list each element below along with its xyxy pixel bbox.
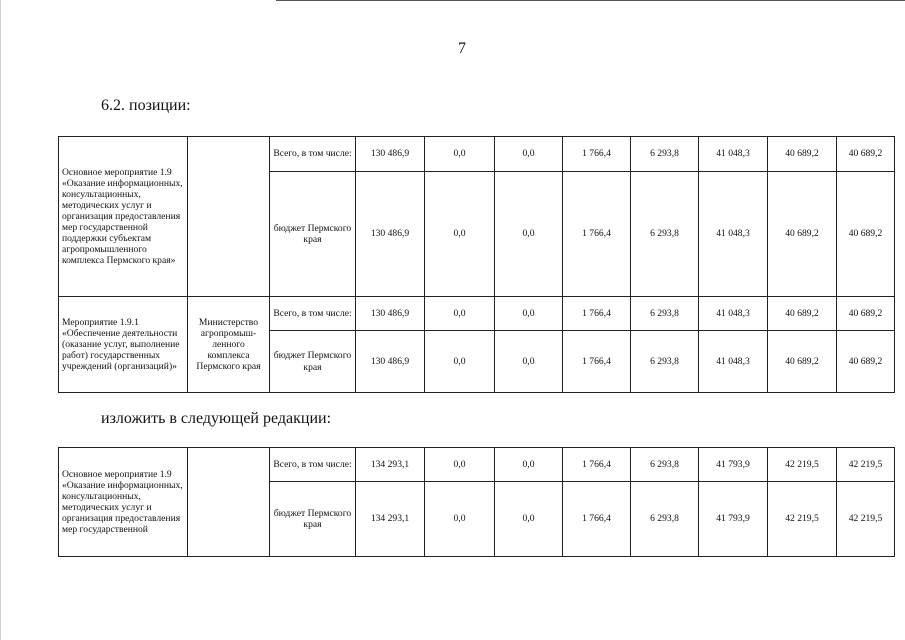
activity-name-cell: Мероприятие 1.9.1 «Обеспечение деятельности (оказание услуг, выполнение работ) государственных учреждений (организаций)» [59,297,188,393]
value-cell: 0,0 [425,137,495,172]
value-cell: 0,0 [425,331,495,393]
value-cell: 41 048,3 [699,172,768,297]
value-cell: 0,0 [495,172,563,297]
funding-source-cell: Всего, в том числе: [270,448,356,482]
value-cell: 6 293,8 [631,331,699,393]
value-cell: 6 293,8 [631,297,699,331]
value-cell: 0,0 [425,172,495,297]
executor-cell: Министерство агропромыш- ленного комплекса Пермского края [188,297,270,393]
funding-source-cell: бюджет Пермского края [270,482,356,557]
value-cell: 0,0 [495,482,563,557]
executor-cell [188,137,270,297]
value-cell: 130 486,9 [356,172,425,297]
top-rule [276,0,905,1]
value-cell: 41 048,3 [699,297,768,331]
funding-source-cell: Всего, в том числе: [270,297,356,331]
value-cell: 1 766,4 [563,448,631,482]
value-cell: 6 293,8 [631,448,699,482]
activity-name-cell: Основное мероприятие 1.9 «Оказание информационных, консультационных, методических услуг и организация предоставления мер государственной поддержки субъектам агропромышленного комплекса Пермского края» [59,137,188,297]
value-cell: 0,0 [425,482,495,557]
table-row [59,448,895,482]
section-heading-positions: 6.2. позиции: [101,97,191,114]
value-cell: 6 293,8 [631,137,699,172]
value-cell: 130 486,9 [356,137,425,172]
value-cell: 41 793,9 [699,448,768,482]
value-cell: 1 766,4 [563,331,631,393]
value-cell: 0,0 [495,331,563,393]
value-cell: 0,0 [425,448,495,482]
value-cell: 40 689,2 [837,172,895,297]
value-cell: 40 689,2 [837,331,895,393]
funding-table-new [58,447,895,557]
page-number: 7 [458,40,466,57]
value-cell: 42 219,5 [768,448,837,482]
table-row [59,137,895,172]
value-cell: 6 293,8 [631,482,699,557]
funding-source-cell: бюджет Пермского края [270,331,356,393]
value-cell: 40 689,2 [768,137,837,172]
activity-name-cell: Основное мероприятие 1.9 «Оказание информационных, консультационных, методических услуг и организация предоставления мер государственной [59,448,188,557]
value-cell: 0,0 [495,137,563,172]
value-cell: 41 048,3 [699,331,768,393]
value-cell: 130 486,9 [356,297,425,331]
funding-source-cell: бюджет Пермского края [270,172,356,297]
value-cell: 130 486,9 [356,331,425,393]
value-cell: 1 766,4 [563,297,631,331]
value-cell: 134 293,1 [356,448,425,482]
value-cell: 42 219,5 [837,482,895,557]
executor-cell [188,448,270,557]
value-cell: 41 048,3 [699,137,768,172]
funding-table-old [58,136,895,393]
left-margin-rule [0,0,1,640]
value-cell: 40 689,2 [837,137,895,172]
value-cell: 1 766,4 [563,172,631,297]
value-cell: 40 689,2 [768,297,837,331]
value-cell: 41 793,9 [699,482,768,557]
section-heading-new-wording: изложить в следующей редакции: [101,410,332,427]
table-row [59,297,895,331]
value-cell: 6 293,8 [631,172,699,297]
value-cell: 1 766,4 [563,137,631,172]
value-cell: 0,0 [425,297,495,331]
value-cell: 40 689,2 [768,172,837,297]
value-cell: 0,0 [495,297,563,331]
value-cell: 42 219,5 [837,448,895,482]
value-cell: 42 219,5 [768,482,837,557]
value-cell: 40 689,2 [768,331,837,393]
value-cell: 134 293,1 [356,482,425,557]
value-cell: 1 766,4 [563,482,631,557]
funding-source-cell: Всего, в том числе: [270,137,356,172]
value-cell: 40 689,2 [837,297,895,331]
value-cell: 0,0 [495,448,563,482]
